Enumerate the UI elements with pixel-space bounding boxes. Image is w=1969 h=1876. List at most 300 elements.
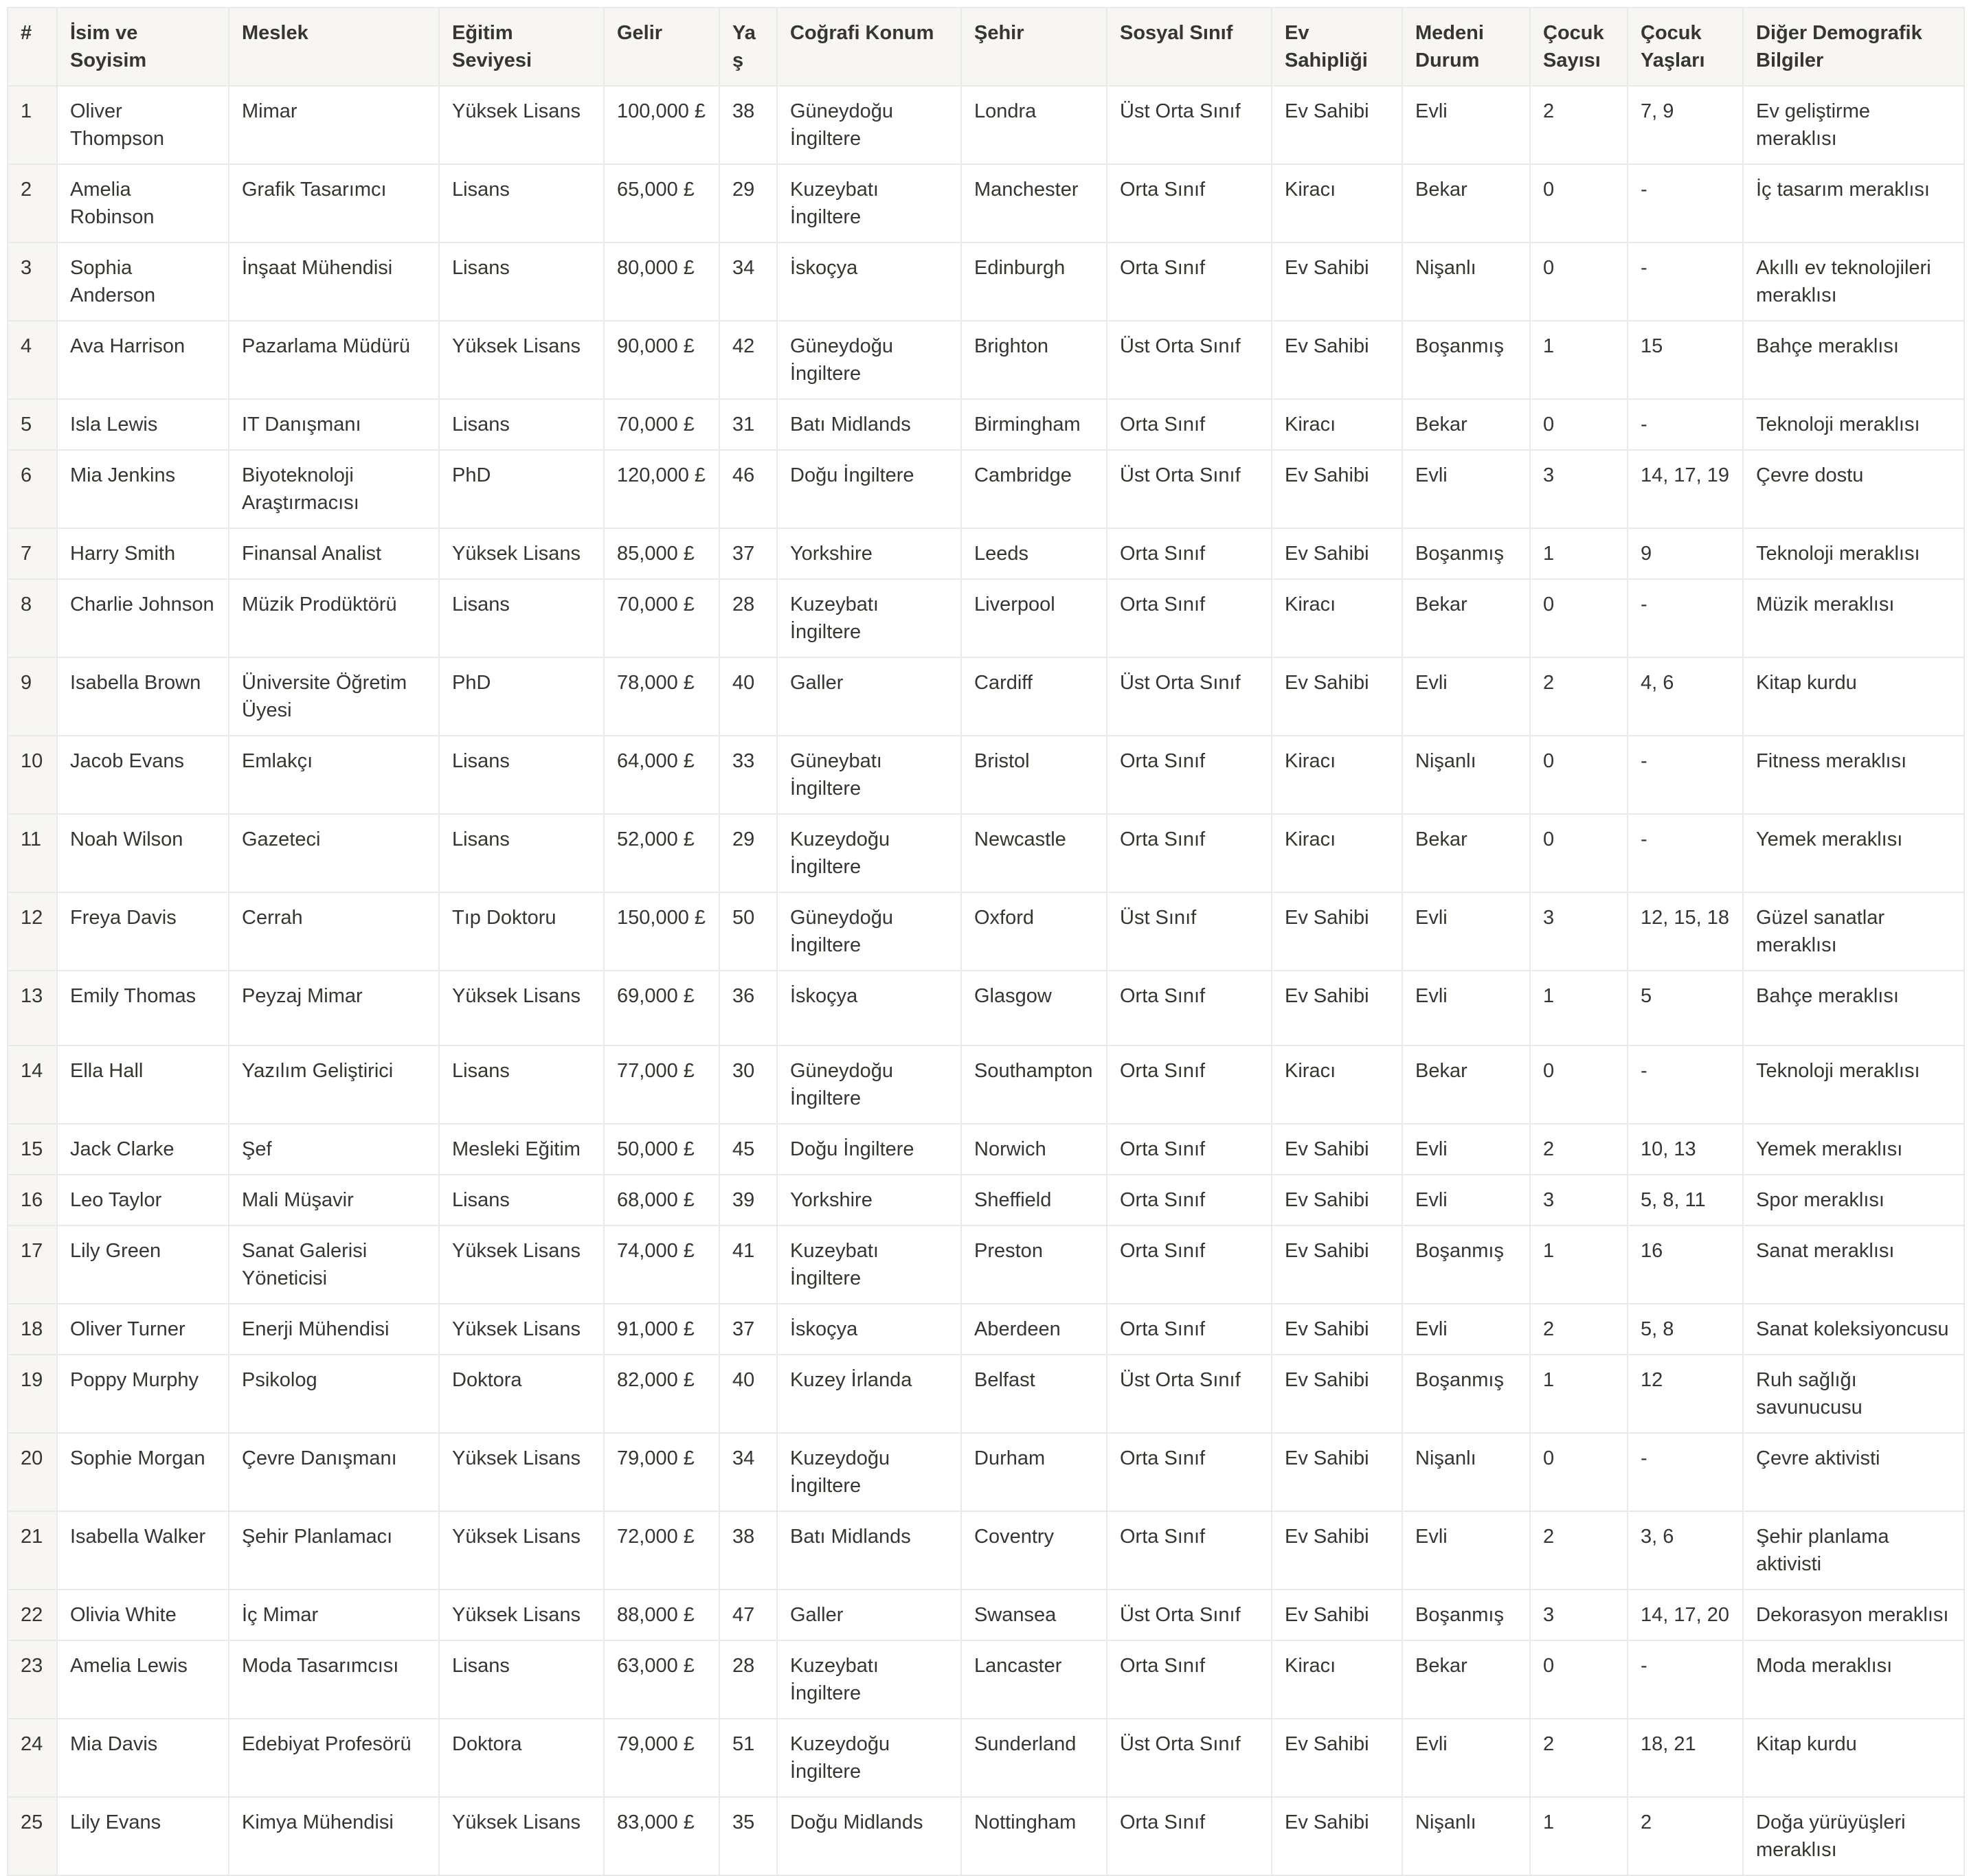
- cell-marital-status: Evli: [1402, 657, 1530, 736]
- cell-city: Londra: [961, 86, 1107, 164]
- cell-education: Yüksek Lisans: [439, 528, 604, 579]
- cell-children-ages: 5, 8: [1628, 1304, 1743, 1355]
- cell-index: 15: [8, 1124, 57, 1175]
- cell-other-info: Sanat meraklısı: [1743, 1225, 1964, 1304]
- cell-region: Güneydoğu İngiltere: [777, 892, 961, 971]
- header-social-class: Sosyal Sınıf: [1107, 8, 1272, 86]
- cell-occupation: Moda Tasarımcısı: [229, 1640, 439, 1719]
- cell-occupation: Biyoteknoloji Araştırmacısı: [229, 450, 439, 528]
- cell-city: Belfast: [961, 1355, 1107, 1433]
- cell-income: 91,000 £: [604, 1304, 719, 1355]
- cell-city: Liverpool: [961, 579, 1107, 657]
- cell-other-info: Akıllı ev teknolojileri meraklısı: [1743, 242, 1964, 321]
- cell-other-info: Müzik meraklısı: [1743, 579, 1964, 657]
- cell-other-info: Dekorasyon meraklısı: [1743, 1590, 1964, 1640]
- header-city: Şehir: [961, 8, 1107, 86]
- cell-marital-status: Evli: [1402, 1304, 1530, 1355]
- cell-other-info: Yemek meraklısı: [1743, 1124, 1964, 1175]
- cell-region: Doğu İngiltere: [777, 1124, 961, 1175]
- cell-children-ages: -: [1628, 1433, 1743, 1511]
- cell-other-info: Kitap kurdu: [1743, 1719, 1964, 1797]
- cell-age: 28: [719, 579, 777, 657]
- cell-education: PhD: [439, 450, 604, 528]
- header-index: #: [8, 8, 57, 86]
- table-row: [8, 971, 1964, 1046]
- cell-children-count: 1: [1530, 1225, 1628, 1304]
- table-container: [7, 7, 1964, 1876]
- cell-income: 52,000 £: [604, 814, 719, 892]
- table-row: [8, 321, 1964, 399]
- cell-city: Durham: [961, 1433, 1107, 1511]
- header-income: Gelir: [604, 8, 719, 86]
- cell-age: 37: [719, 528, 777, 579]
- cell-home-ownership: Kiracı: [1272, 736, 1402, 814]
- cell-city: Nottingham: [961, 1797, 1107, 1875]
- cell-children-count: 0: [1530, 579, 1628, 657]
- cell-education: Lisans: [439, 242, 604, 321]
- cell-name: Amelia Lewis: [57, 1640, 229, 1719]
- cell-income: 70,000 £: [604, 399, 719, 450]
- cell-age: 40: [719, 657, 777, 736]
- cell-social-class: Orta Sınıf: [1107, 1175, 1272, 1225]
- cell-children-count: 1: [1530, 971, 1628, 1046]
- cell-social-class: Orta Sınıf: [1107, 1124, 1272, 1175]
- cell-home-ownership: Ev Sahibi: [1272, 450, 1402, 528]
- cell-name: Olivia White: [57, 1590, 229, 1640]
- cell-children-ages: 18, 21: [1628, 1719, 1743, 1797]
- cell-home-ownership: Ev Sahibi: [1272, 321, 1402, 399]
- cell-other-info: Kitap kurdu: [1743, 657, 1964, 736]
- header-name: İsim ve Soyisim: [57, 8, 229, 86]
- cell-social-class: Orta Sınıf: [1107, 1046, 1272, 1124]
- cell-city: Swansea: [961, 1590, 1107, 1640]
- cell-children-count: 0: [1530, 242, 1628, 321]
- cell-education: PhD: [439, 657, 604, 736]
- cell-children-count: 2: [1530, 1511, 1628, 1590]
- cell-age: 47: [719, 1590, 777, 1640]
- cell-name: Isla Lewis: [57, 399, 229, 450]
- cell-marital-status: Bekar: [1402, 579, 1530, 657]
- cell-name: Leo Taylor: [57, 1175, 229, 1225]
- cell-home-ownership: Ev Sahibi: [1272, 1304, 1402, 1355]
- cell-home-ownership: Ev Sahibi: [1272, 242, 1402, 321]
- cell-city: Sunderland: [961, 1719, 1107, 1797]
- header-education: Eğitim Seviyesi: [439, 8, 604, 86]
- table-row: [8, 736, 1964, 814]
- cell-home-ownership: Ev Sahibi: [1272, 86, 1402, 164]
- cell-home-ownership: Kiracı: [1272, 399, 1402, 450]
- cell-index: 6: [8, 450, 57, 528]
- cell-other-info: Ev geliştirme meraklısı: [1743, 86, 1964, 164]
- cell-education: Lisans: [439, 164, 604, 242]
- cell-income: 72,000 £: [604, 1511, 719, 1590]
- cell-name: Charlie Johnson: [57, 579, 229, 657]
- cell-home-ownership: Ev Sahibi: [1272, 971, 1402, 1046]
- cell-children-count: 1: [1530, 1355, 1628, 1433]
- cell-income: 79,000 £: [604, 1719, 719, 1797]
- cell-children-count: 1: [1530, 1797, 1628, 1875]
- table-row: [8, 1590, 1964, 1640]
- cell-income: 69,000 £: [604, 971, 719, 1046]
- cell-index: 13: [8, 971, 57, 1046]
- cell-social-class: Üst Orta Sınıf: [1107, 86, 1272, 164]
- table-header: [8, 8, 1964, 86]
- cell-education: Lisans: [439, 579, 604, 657]
- cell-children-ages: -: [1628, 242, 1743, 321]
- cell-children-ages: 5, 8, 11: [1628, 1175, 1743, 1225]
- cell-city: Brighton: [961, 321, 1107, 399]
- cell-children-count: 2: [1530, 657, 1628, 736]
- cell-index: 11: [8, 814, 57, 892]
- cell-index: 9: [8, 657, 57, 736]
- cell-marital-status: Evli: [1402, 1175, 1530, 1225]
- cell-home-ownership: Ev Sahibi: [1272, 657, 1402, 736]
- cell-income: 78,000 £: [604, 657, 719, 736]
- cell-home-ownership: Kiracı: [1272, 814, 1402, 892]
- header-row: [8, 8, 1964, 86]
- cell-home-ownership: Ev Sahibi: [1272, 1590, 1402, 1640]
- cell-marital-status: Bekar: [1402, 399, 1530, 450]
- cell-children-ages: 5: [1628, 971, 1743, 1046]
- table-row: [8, 1640, 1964, 1719]
- cell-children-count: 2: [1530, 1719, 1628, 1797]
- cell-city: Bristol: [961, 736, 1107, 814]
- cell-region: Yorkshire: [777, 1175, 961, 1225]
- cell-children-ages: 12, 15, 18: [1628, 892, 1743, 971]
- cell-index: 14: [8, 1046, 57, 1124]
- cell-social-class: Orta Sınıf: [1107, 399, 1272, 450]
- cell-home-ownership: Ev Sahibi: [1272, 1225, 1402, 1304]
- cell-other-info: Spor meraklısı: [1743, 1175, 1964, 1225]
- cell-marital-status: Evli: [1402, 1124, 1530, 1175]
- cell-city: Sheffield: [961, 1175, 1107, 1225]
- cell-occupation: Gazeteci: [229, 814, 439, 892]
- cell-index: 12: [8, 892, 57, 971]
- cell-marital-status: Bekar: [1402, 1046, 1530, 1124]
- cell-marital-status: Evli: [1402, 450, 1530, 528]
- cell-index: 3: [8, 242, 57, 321]
- cell-income: 65,000 £: [604, 164, 719, 242]
- cell-home-ownership: Ev Sahibi: [1272, 1433, 1402, 1511]
- cell-name: Jacob Evans: [57, 736, 229, 814]
- cell-children-ages: -: [1628, 399, 1743, 450]
- cell-social-class: Üst Orta Sınıf: [1107, 1355, 1272, 1433]
- cell-home-ownership: Kiracı: [1272, 1640, 1402, 1719]
- cell-income: 63,000 £: [604, 1640, 719, 1719]
- cell-name: Mia Jenkins: [57, 450, 229, 528]
- cell-city: Norwich: [961, 1124, 1107, 1175]
- cell-education: Yüksek Lisans: [439, 86, 604, 164]
- cell-occupation: Üniversite Öğretim Üyesi: [229, 657, 439, 736]
- cell-city: Lancaster: [961, 1640, 1107, 1719]
- demographics-table: [7, 7, 1965, 1876]
- cell-age: 41: [719, 1225, 777, 1304]
- header-home-ownership: Ev Sahipliği: [1272, 8, 1402, 86]
- cell-marital-status: Nişanlı: [1402, 1797, 1530, 1875]
- cell-marital-status: Nişanlı: [1402, 736, 1530, 814]
- cell-marital-status: Boşanmış: [1402, 1225, 1530, 1304]
- cell-home-ownership: Ev Sahibi: [1272, 1719, 1402, 1797]
- cell-children-ages: -: [1628, 164, 1743, 242]
- cell-city: Edinburgh: [961, 242, 1107, 321]
- cell-other-info: Çevre aktivisti: [1743, 1433, 1964, 1511]
- cell-social-class: Orta Sınıf: [1107, 579, 1272, 657]
- cell-children-ages: -: [1628, 579, 1743, 657]
- cell-occupation: Kimya Mühendisi: [229, 1797, 439, 1875]
- table-row: [8, 399, 1964, 450]
- cell-region: Kuzeybatı İngiltere: [777, 579, 961, 657]
- cell-region: Kuzeydoğu İngiltere: [777, 814, 961, 892]
- cell-other-info: Çevre dostu: [1743, 450, 1964, 528]
- cell-age: 46: [719, 450, 777, 528]
- table-row: [8, 1355, 1964, 1433]
- cell-children-ages: 15: [1628, 321, 1743, 399]
- cell-children-count: 3: [1530, 892, 1628, 971]
- cell-occupation: Grafik Tasarımcı: [229, 164, 439, 242]
- cell-income: 64,000 £: [604, 736, 719, 814]
- cell-children-ages: 9: [1628, 528, 1743, 579]
- table-row: [8, 450, 1964, 528]
- cell-other-info: Bahçe meraklısı: [1743, 971, 1964, 1046]
- cell-children-ages: -: [1628, 814, 1743, 892]
- cell-region: Güneydoğu İngiltere: [777, 86, 961, 164]
- cell-children-ages: 10, 13: [1628, 1124, 1743, 1175]
- cell-age: 40: [719, 1355, 777, 1433]
- cell-occupation: Cerrah: [229, 892, 439, 971]
- cell-region: Kuzeydoğu İngiltere: [777, 1433, 961, 1511]
- cell-children-count: 1: [1530, 321, 1628, 399]
- table-row: [8, 528, 1964, 579]
- table-row: [8, 579, 1964, 657]
- cell-name: Ava Harrison: [57, 321, 229, 399]
- cell-index: 22: [8, 1590, 57, 1640]
- cell-income: 90,000 £: [604, 321, 719, 399]
- cell-home-ownership: Ev Sahibi: [1272, 1175, 1402, 1225]
- cell-social-class: Orta Sınıf: [1107, 1511, 1272, 1590]
- cell-children-count: 0: [1530, 1433, 1628, 1511]
- cell-social-class: Orta Sınıf: [1107, 1433, 1272, 1511]
- cell-index: 4: [8, 321, 57, 399]
- cell-social-class: Üst Sınıf: [1107, 892, 1272, 971]
- cell-occupation: Şef: [229, 1124, 439, 1175]
- cell-social-class: Üst Orta Sınıf: [1107, 657, 1272, 736]
- table-body: [8, 86, 1964, 1875]
- cell-region: Doğu İngiltere: [777, 450, 961, 528]
- table-row: [8, 242, 1964, 321]
- cell-marital-status: Evli: [1402, 86, 1530, 164]
- cell-education: Lisans: [439, 399, 604, 450]
- cell-occupation: Sanat Galerisi Yöneticisi: [229, 1225, 439, 1304]
- cell-city: Glasgow: [961, 971, 1107, 1046]
- cell-region: Kuzeybatı İngiltere: [777, 1225, 961, 1304]
- cell-other-info: Bahçe meraklısı: [1743, 321, 1964, 399]
- cell-other-info: Ruh sağlığı savunucusu: [1743, 1355, 1964, 1433]
- table-row: [8, 1433, 1964, 1511]
- cell-social-class: Orta Sınıf: [1107, 814, 1272, 892]
- cell-social-class: Orta Sınıf: [1107, 736, 1272, 814]
- cell-income: 85,000 £: [604, 528, 719, 579]
- cell-children-count: 0: [1530, 399, 1628, 450]
- table-row: [8, 1124, 1964, 1175]
- cell-index: 5: [8, 399, 57, 450]
- cell-occupation: İnşaat Mühendisi: [229, 242, 439, 321]
- cell-age: 34: [719, 1433, 777, 1511]
- table-row: [8, 1175, 1964, 1225]
- table-row: [8, 814, 1964, 892]
- cell-region: Batı Midlands: [777, 1511, 961, 1590]
- cell-name: Poppy Murphy: [57, 1355, 229, 1433]
- cell-education: Lisans: [439, 1175, 604, 1225]
- cell-home-ownership: Kiracı: [1272, 1046, 1402, 1124]
- cell-city: Oxford: [961, 892, 1107, 971]
- cell-children-count: 0: [1530, 814, 1628, 892]
- cell-region: Yorkshire: [777, 528, 961, 579]
- cell-children-ages: 16: [1628, 1225, 1743, 1304]
- cell-occupation: Emlakçı: [229, 736, 439, 814]
- header-children-count: Çocuk Sayısı: [1530, 8, 1628, 86]
- cell-region: Kuzeydoğu İngiltere: [777, 1719, 961, 1797]
- cell-age: 50: [719, 892, 777, 971]
- cell-occupation: IT Danışmanı: [229, 399, 439, 450]
- cell-name: Freya Davis: [57, 892, 229, 971]
- cell-name: Oliver Thompson: [57, 86, 229, 164]
- cell-occupation: Psikolog: [229, 1355, 439, 1433]
- cell-age: 35: [719, 1797, 777, 1875]
- cell-region: Güneydoğu İngiltere: [777, 321, 961, 399]
- cell-children-count: 0: [1530, 164, 1628, 242]
- cell-children-count: 2: [1530, 1304, 1628, 1355]
- cell-index: 18: [8, 1304, 57, 1355]
- cell-name: Oliver Turner: [57, 1304, 229, 1355]
- cell-marital-status: Boşanmış: [1402, 528, 1530, 579]
- cell-index: 21: [8, 1511, 57, 1590]
- cell-marital-status: Evli: [1402, 971, 1530, 1046]
- cell-name: Emily Thomas: [57, 971, 229, 1046]
- header-children-ages: Çocuk Yaşları: [1628, 8, 1743, 86]
- table-row: [8, 892, 1964, 971]
- cell-education: Yüksek Lisans: [439, 321, 604, 399]
- cell-income: 83,000 £: [604, 1797, 719, 1875]
- cell-education: Yüksek Lisans: [439, 1433, 604, 1511]
- cell-index: 16: [8, 1175, 57, 1225]
- cell-region: Güneybatı İngiltere: [777, 736, 961, 814]
- cell-education: Tıp Doktoru: [439, 892, 604, 971]
- header-region: Coğrafi Konum: [777, 8, 961, 86]
- cell-age: 42: [719, 321, 777, 399]
- cell-name: Isabella Brown: [57, 657, 229, 736]
- cell-region: Kuzey İrlanda: [777, 1355, 961, 1433]
- cell-children-ages: 12: [1628, 1355, 1743, 1433]
- cell-children-ages: -: [1628, 1046, 1743, 1124]
- cell-age: 45: [719, 1124, 777, 1175]
- cell-other-info: Fitness meraklısı: [1743, 736, 1964, 814]
- cell-social-class: Orta Sınıf: [1107, 1225, 1272, 1304]
- cell-occupation: Mimar: [229, 86, 439, 164]
- cell-city: Leeds: [961, 528, 1107, 579]
- cell-age: 30: [719, 1046, 777, 1124]
- table-row: [8, 1225, 1964, 1304]
- cell-children-ages: 14, 17, 20: [1628, 1590, 1743, 1640]
- cell-children-count: 2: [1530, 86, 1628, 164]
- cell-other-info: Sanat koleksiyoncusu: [1743, 1304, 1964, 1355]
- cell-name: Sophie Morgan: [57, 1433, 229, 1511]
- cell-index: 1: [8, 86, 57, 164]
- cell-marital-status: Boşanmış: [1402, 1590, 1530, 1640]
- table-row: [8, 1046, 1964, 1124]
- cell-children-count: 3: [1530, 1590, 1628, 1640]
- header-marital-status: Medeni Durum: [1402, 8, 1530, 86]
- cell-marital-status: Evli: [1402, 1511, 1530, 1590]
- cell-occupation: Şehir Planlamacı: [229, 1511, 439, 1590]
- cell-education: Yüksek Lisans: [439, 1511, 604, 1590]
- cell-other-info: Teknoloji meraklısı: [1743, 1046, 1964, 1124]
- cell-home-ownership: Ev Sahibi: [1272, 1797, 1402, 1875]
- cell-home-ownership: Ev Sahibi: [1272, 1511, 1402, 1590]
- cell-children-count: 2: [1530, 1124, 1628, 1175]
- cell-index: 10: [8, 736, 57, 814]
- table-row: [8, 1304, 1964, 1355]
- cell-other-info: Yemek meraklısı: [1743, 814, 1964, 892]
- cell-children-ages: 7, 9: [1628, 86, 1743, 164]
- cell-education: Yüksek Lisans: [439, 1590, 604, 1640]
- cell-marital-status: Bekar: [1402, 814, 1530, 892]
- cell-age: 34: [719, 242, 777, 321]
- cell-social-class: Üst Orta Sınıf: [1107, 450, 1272, 528]
- cell-region: İskoçya: [777, 971, 961, 1046]
- cell-city: Preston: [961, 1225, 1107, 1304]
- cell-index: 20: [8, 1433, 57, 1511]
- cell-education: Yüksek Lisans: [439, 1304, 604, 1355]
- cell-age: 36: [719, 971, 777, 1046]
- table-row: [8, 164, 1964, 242]
- cell-income: 50,000 £: [604, 1124, 719, 1175]
- cell-marital-status: Nişanlı: [1402, 1433, 1530, 1511]
- cell-income: 79,000 £: [604, 1433, 719, 1511]
- cell-occupation: Pazarlama Müdürü: [229, 321, 439, 399]
- cell-name: Mia Davis: [57, 1719, 229, 1797]
- cell-age: 33: [719, 736, 777, 814]
- cell-children-ages: -: [1628, 1640, 1743, 1719]
- cell-children-ages: 2: [1628, 1797, 1743, 1875]
- cell-education: Lisans: [439, 736, 604, 814]
- cell-income: 74,000 £: [604, 1225, 719, 1304]
- cell-occupation: Edebiyat Profesörü: [229, 1719, 439, 1797]
- cell-marital-status: Nişanlı: [1402, 242, 1530, 321]
- cell-children-count: 0: [1530, 1640, 1628, 1719]
- cell-occupation: Mali Müşavir: [229, 1175, 439, 1225]
- cell-occupation: Yazılım Geliştirici: [229, 1046, 439, 1124]
- cell-children-ages: -: [1628, 736, 1743, 814]
- cell-home-ownership: Ev Sahibi: [1272, 528, 1402, 579]
- cell-income: 82,000 £: [604, 1355, 719, 1433]
- cell-education: Lisans: [439, 1046, 604, 1124]
- cell-income: 88,000 £: [604, 1590, 719, 1640]
- cell-marital-status: Bekar: [1402, 164, 1530, 242]
- cell-marital-status: Boşanmış: [1402, 1355, 1530, 1433]
- cell-index: 19: [8, 1355, 57, 1433]
- cell-social-class: Orta Sınıf: [1107, 1797, 1272, 1875]
- cell-social-class: Orta Sınıf: [1107, 528, 1272, 579]
- cell-children-count: 3: [1530, 450, 1628, 528]
- table-row: [8, 657, 1964, 736]
- cell-region: İskoçya: [777, 242, 961, 321]
- cell-index: 2: [8, 164, 57, 242]
- cell-age: 29: [719, 164, 777, 242]
- cell-age: 29: [719, 814, 777, 892]
- cell-name: Amelia Robinson: [57, 164, 229, 242]
- cell-index: 25: [8, 1797, 57, 1875]
- cell-occupation: Müzik Prodüktörü: [229, 579, 439, 657]
